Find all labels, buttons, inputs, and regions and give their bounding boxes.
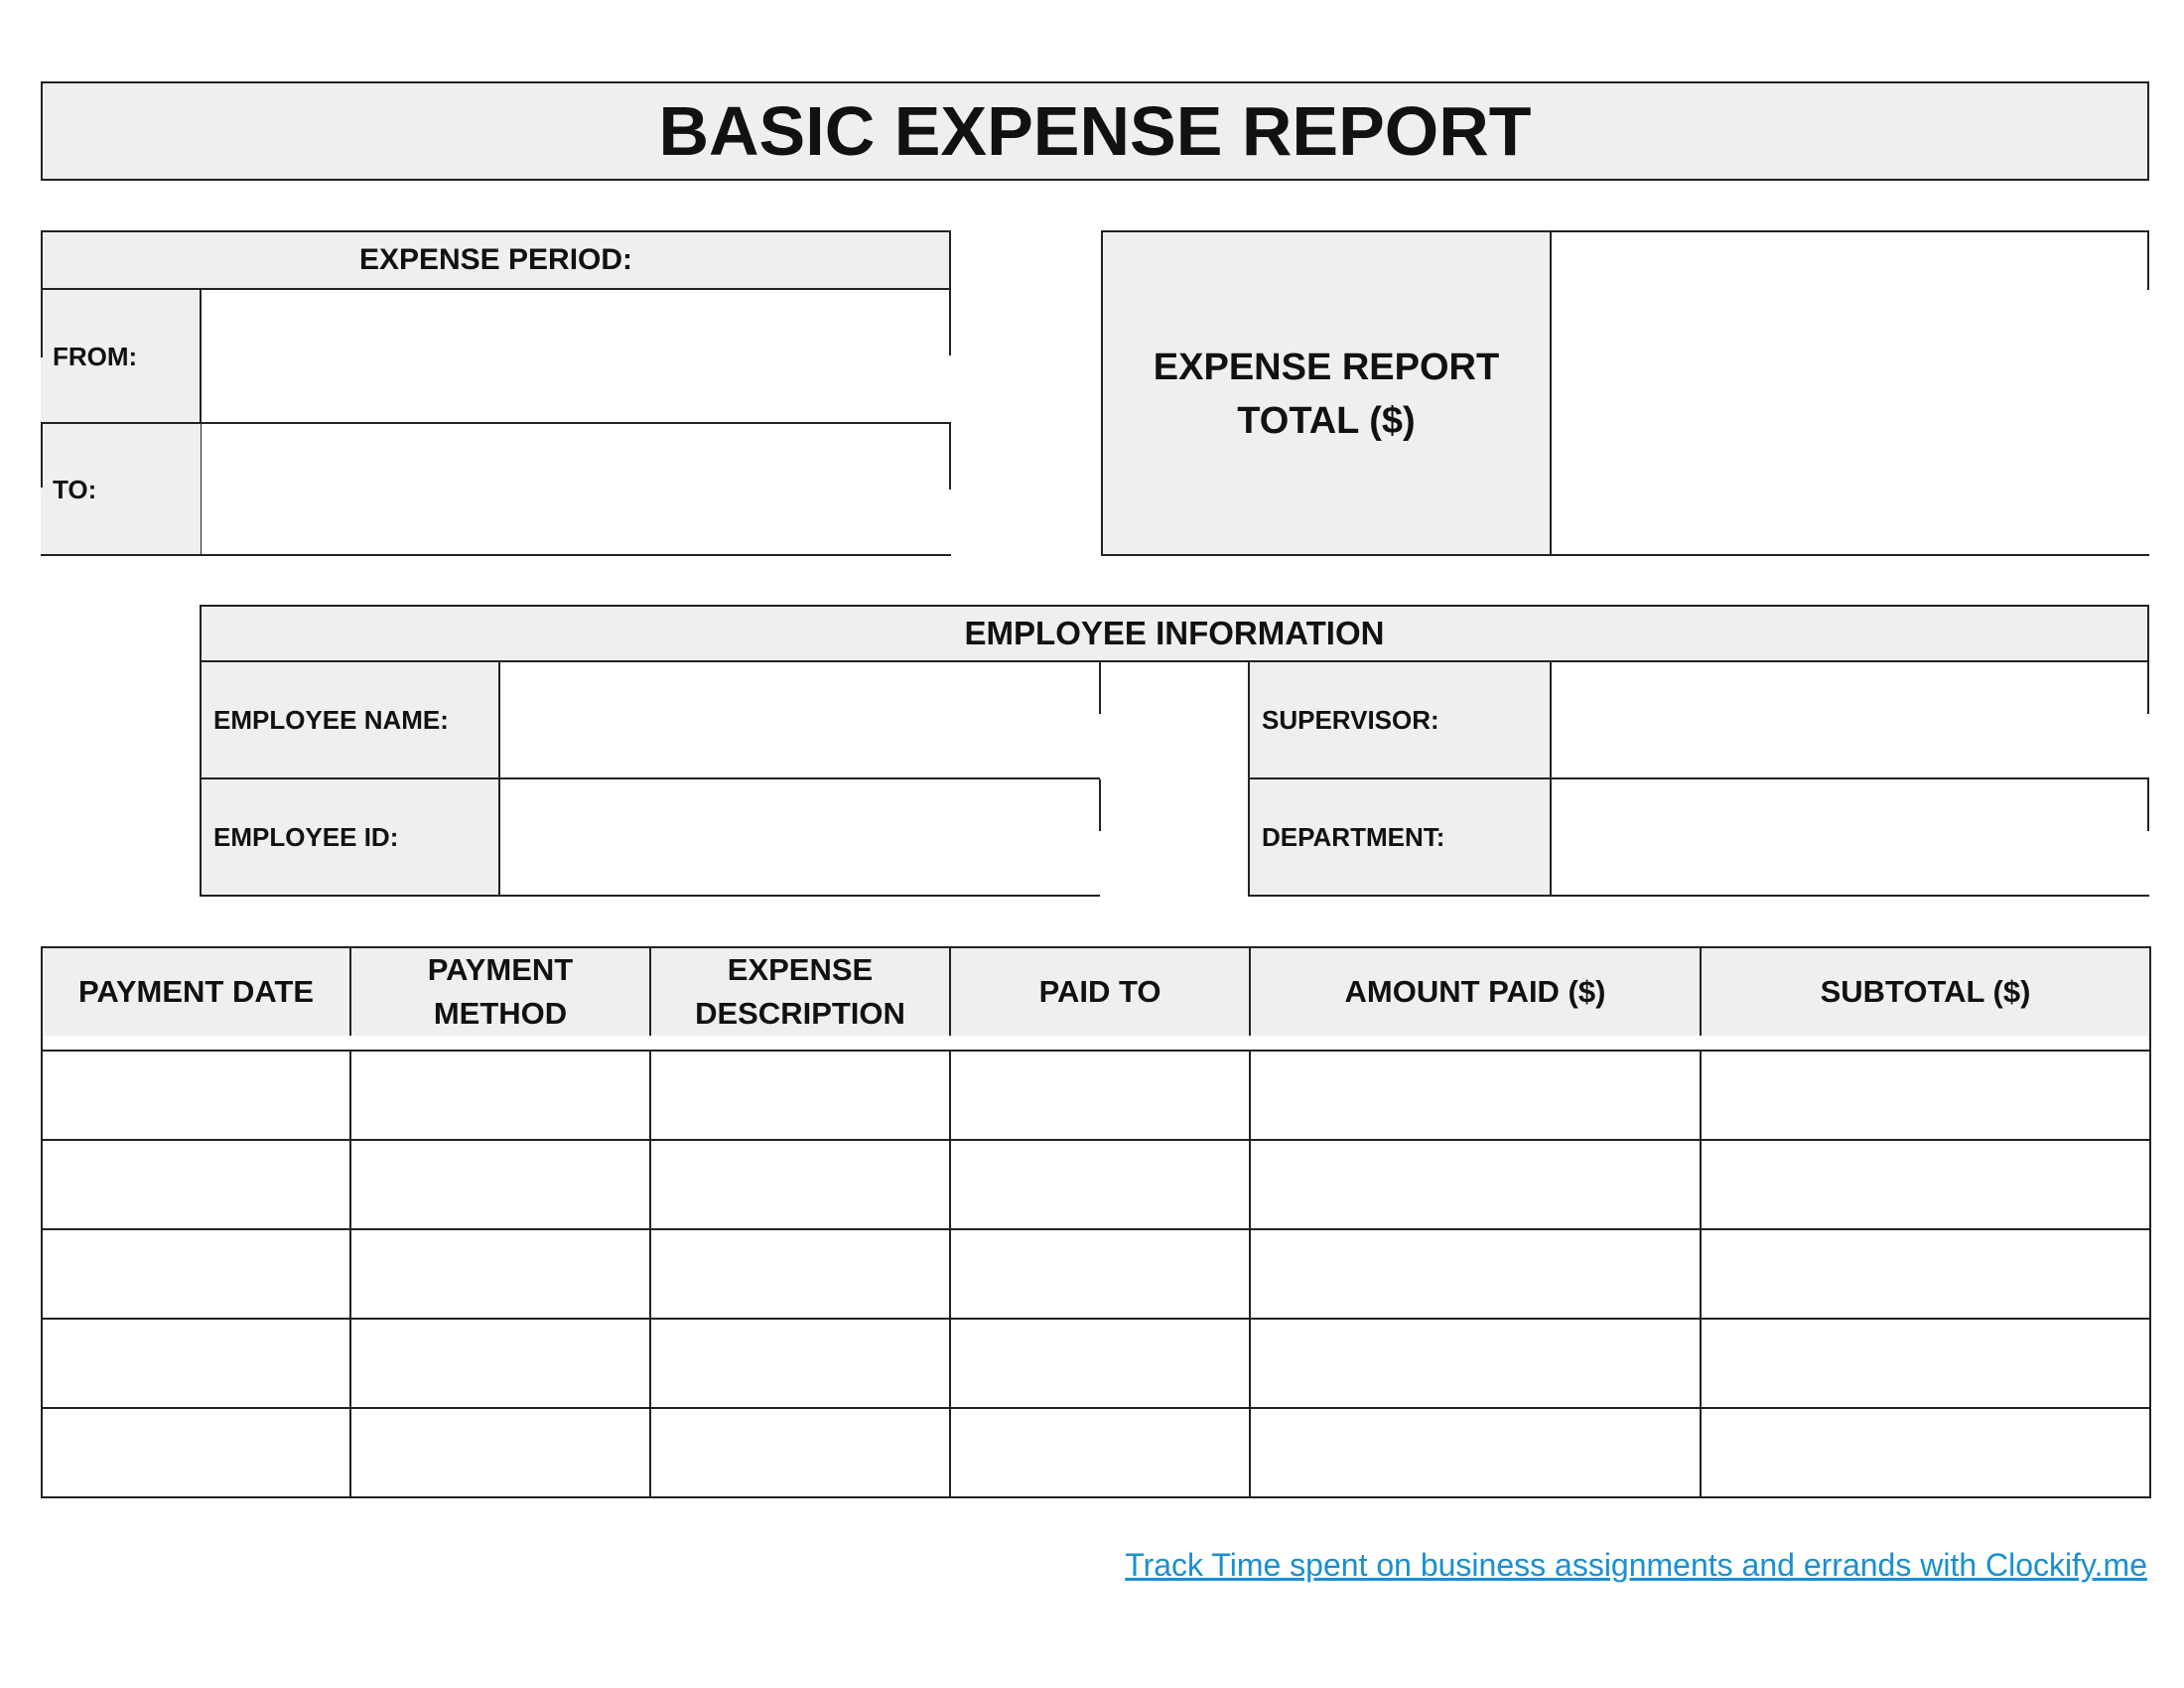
- from-label: FROM:: [53, 341, 138, 371]
- paid-to-cell[interactable]: [950, 1319, 1250, 1408]
- payment-date-cell[interactable]: [42, 1229, 350, 1319]
- paid-to-cell[interactable]: [950, 1408, 1250, 1497]
- to-right-edge: [949, 424, 951, 490]
- to-label: TO:: [53, 474, 97, 504]
- clockify-link[interactable]: Track Time spent on business assignments and errands with Clockify.me: [1125, 1547, 2147, 1583]
- payment-date-cell[interactable]: [42, 1140, 350, 1229]
- payment-date-cell[interactable]: [42, 1408, 350, 1497]
- header-payment-date: PAYMENT DATE: [42, 947, 350, 1036]
- payment-method-cell[interactable]: [350, 1140, 650, 1229]
- from-date-field[interactable]: [201, 290, 951, 423]
- payment-method-cell[interactable]: [350, 1051, 650, 1140]
- employee-info-heading: EMPLOYEE INFORMATION: [964, 615, 1385, 651]
- table-row: [42, 1319, 2150, 1408]
- employee-info-header: [200, 605, 2149, 662]
- amount-paid-cell[interactable]: [1250, 1229, 1701, 1319]
- report-title-bar: [41, 81, 2149, 179]
- header-expense-description: EXPENSE DESCRIPTION: [650, 947, 950, 1036]
- paid-to-cell[interactable]: [950, 1229, 1250, 1319]
- amount-paid-cell[interactable]: [1250, 1408, 1701, 1497]
- subtotal-cell[interactable]: [1701, 1408, 2150, 1497]
- paid-to-cell[interactable]: [950, 1140, 1250, 1229]
- amount-paid-cell[interactable]: [1250, 1319, 1701, 1408]
- payment-method-cell[interactable]: [350, 1319, 650, 1408]
- table-row: [42, 1408, 2150, 1497]
- header-subtotal: SUBTOTAL ($): [1701, 947, 2150, 1036]
- total-label-line1: EXPENSE REPORT: [1153, 346, 1500, 388]
- to-label-cell: [41, 424, 201, 555]
- title-underline: [41, 179, 2149, 181]
- supervisor-field[interactable]: [1550, 662, 2149, 778]
- table-row: [42, 1229, 2150, 1319]
- subtotal-cell[interactable]: [1701, 1140, 2150, 1229]
- expenses-header-row: [42, 947, 2150, 1036]
- header-payment-method: PAYMENT METHOD: [350, 947, 650, 1036]
- employee-id-label: EMPLOYEE ID:: [213, 822, 399, 852]
- from-right-edge: [949, 290, 951, 355]
- total-label-line2: TOTAL ($): [1237, 399, 1416, 442]
- to-left-edge: [41, 424, 43, 488]
- employee-id-field[interactable]: [498, 779, 1100, 896]
- from-label-cell: [41, 290, 201, 423]
- department-label-cell: [1248, 779, 1550, 896]
- table-row: [42, 1051, 2150, 1140]
- employee-bottom-left: [200, 895, 1100, 897]
- id-right-edge: [1099, 779, 1101, 831]
- amount-paid-cell[interactable]: [1250, 1140, 1701, 1229]
- header-spacer-row: [42, 1036, 2150, 1051]
- department-label: DEPARTMENT:: [1262, 822, 1445, 852]
- report-title: BASIC EXPENSE REPORT: [658, 92, 1532, 170]
- expense-description-cell[interactable]: [650, 1140, 950, 1229]
- department-field[interactable]: [1550, 779, 2149, 896]
- total-value-field[interactable]: [1550, 230, 2149, 555]
- from-left-edge: [41, 290, 43, 357]
- expense-period-heading: EXPENSE PERIOD:: [358, 243, 633, 276]
- total-bottom-line: [1101, 554, 2149, 556]
- department-right-edge: [2147, 779, 2149, 831]
- employee-name-label: EMPLOYEE NAME:: [213, 705, 449, 735]
- expense-period-header: [41, 230, 951, 290]
- supervisor-label: SUPERVISOR:: [1262, 705, 1439, 735]
- employee-id-label-cell: [200, 779, 498, 896]
- expense-description-cell[interactable]: [650, 1408, 950, 1497]
- expense-description-cell[interactable]: [650, 1319, 950, 1408]
- expense-description-cell[interactable]: [650, 1229, 950, 1319]
- name-right-edge: [1099, 662, 1101, 714]
- expenses-table: [41, 946, 2151, 1498]
- payment-method-cell[interactable]: [350, 1229, 650, 1319]
- table-row: [42, 1140, 2150, 1229]
- payment-date-cell[interactable]: [42, 1051, 350, 1140]
- employee-bottom-right: [1248, 895, 2149, 897]
- supervisor-label-cell: [1248, 662, 1550, 778]
- to-date-field[interactable]: [202, 424, 951, 555]
- header-paid-to: PAID TO: [950, 947, 1250, 1036]
- subtotal-cell[interactable]: [1701, 1051, 2150, 1140]
- expense-description-cell[interactable]: [650, 1051, 950, 1140]
- payment-method-cell[interactable]: [350, 1408, 650, 1497]
- subtotal-cell[interactable]: [1701, 1229, 2150, 1319]
- total-right-edge: [2147, 230, 2149, 290]
- supervisor-right-edge: [2147, 662, 2149, 714]
- subtotal-cell[interactable]: [1701, 1319, 2150, 1408]
- employee-name-field[interactable]: [498, 662, 1100, 778]
- paid-to-cell[interactable]: [950, 1051, 1250, 1140]
- payment-date-cell[interactable]: [42, 1319, 350, 1408]
- header-amount-paid: AMOUNT PAID ($): [1250, 947, 1701, 1036]
- employee-name-label-cell: [200, 662, 498, 778]
- amount-paid-cell[interactable]: [1250, 1051, 1701, 1140]
- period-bottom-line: [41, 554, 951, 556]
- total-label-cell: [1101, 230, 1550, 555]
